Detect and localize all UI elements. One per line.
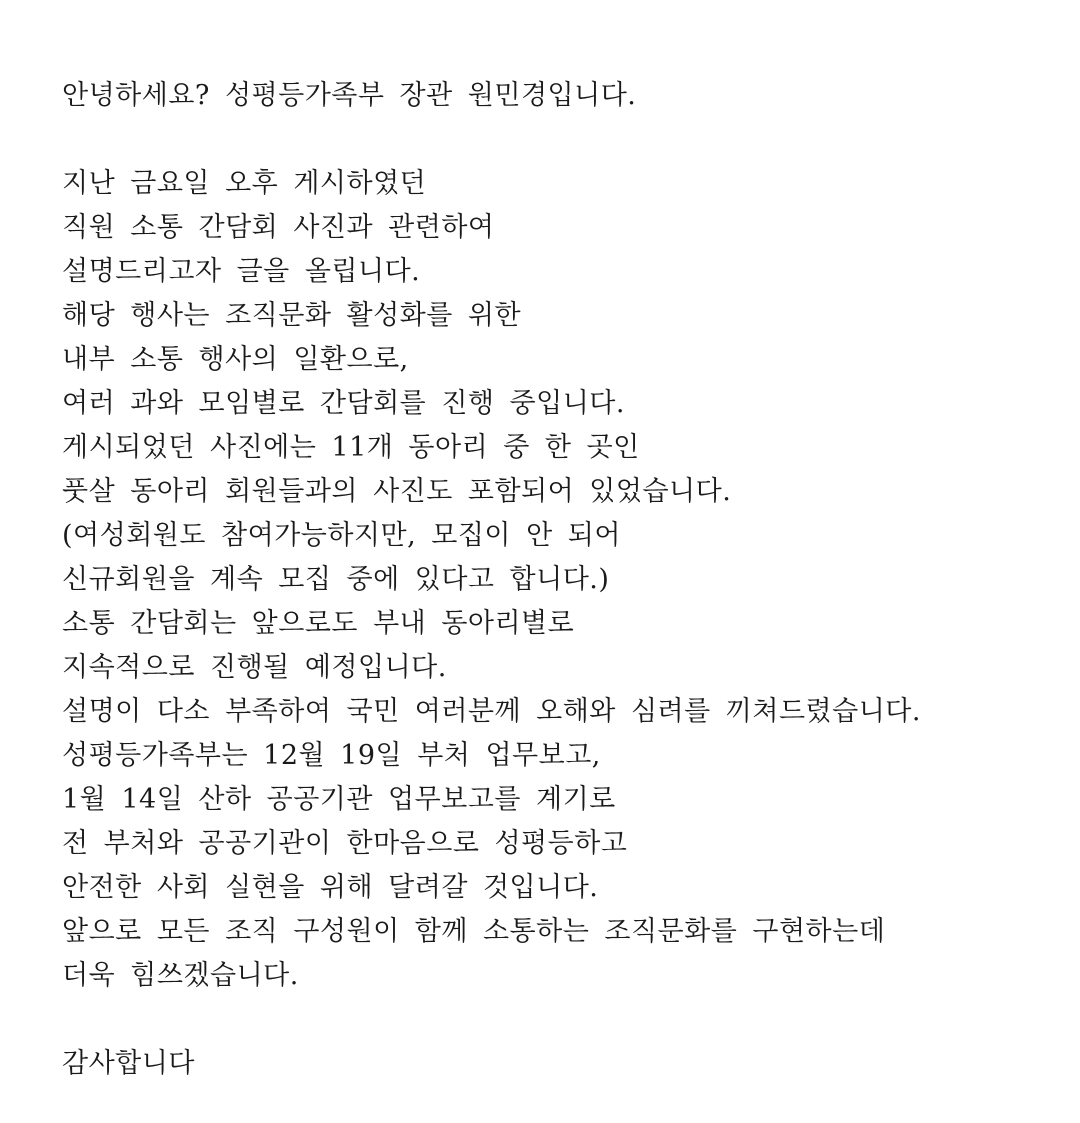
- body-line: 게시되었던 사진에는 11개 동아리 중 한 곳인: [62, 432, 640, 463]
- body-line: 해당 행사는 조직문화 활성화를 위한: [62, 300, 522, 331]
- body-line: 안전한 사회 실현을 위해 달려갈 것입니다.: [62, 872, 599, 903]
- body-line: 여러 과와 모임별로 간담회를 진행 중입니다.: [62, 388, 625, 419]
- body-line: 내부 소통 행사의 일환으로,: [62, 344, 409, 375]
- closing-line: 감사합니다: [62, 1048, 195, 1079]
- greeting-line: 안녕하세요? 성평등가족부 장관 원민경입니다.: [62, 80, 637, 111]
- body-line: 더욱 힘쓰겠습니다.: [62, 960, 299, 991]
- body-line: 설명드리고자 글을 올립니다.: [62, 256, 421, 287]
- body-line: (여성회원도 참여가능하지만, 모집이 안 되어: [62, 520, 621, 551]
- body-line: 전 부처와 공공기관이 한마음으로 성평등하고: [62, 828, 628, 859]
- body-line: 앞으로 모든 조직 구성원이 함께 소통하는 조직문화를 구현하는데: [62, 916, 886, 947]
- body-line: 소통 간담회는 앞으로도 부내 동아리별로: [62, 608, 575, 639]
- body-line: 1월 14일 산하 공공기관 업무보고를 계기로: [62, 784, 616, 815]
- body-line: 풋살 동아리 회원들과의 사진도 포함되어 있었습니다.: [62, 476, 732, 507]
- body-line: 직원 소통 간담회 사진과 관련하여: [62, 212, 495, 243]
- body-line: 신규회원을 계속 모집 중에 있다고 합니다.): [62, 564, 610, 595]
- body-line: 지난 금요일 오후 게시하였던: [62, 168, 427, 199]
- body-line: 성평등가족부는 12월 19일 부처 업무보고,: [62, 740, 601, 771]
- body-line: 설명이 다소 부족하여 국민 여러분께 오해와 심려를 끼쳐드렸습니다.: [62, 696, 921, 727]
- body-line: 지속적으로 진행될 예정입니다.: [62, 652, 447, 683]
